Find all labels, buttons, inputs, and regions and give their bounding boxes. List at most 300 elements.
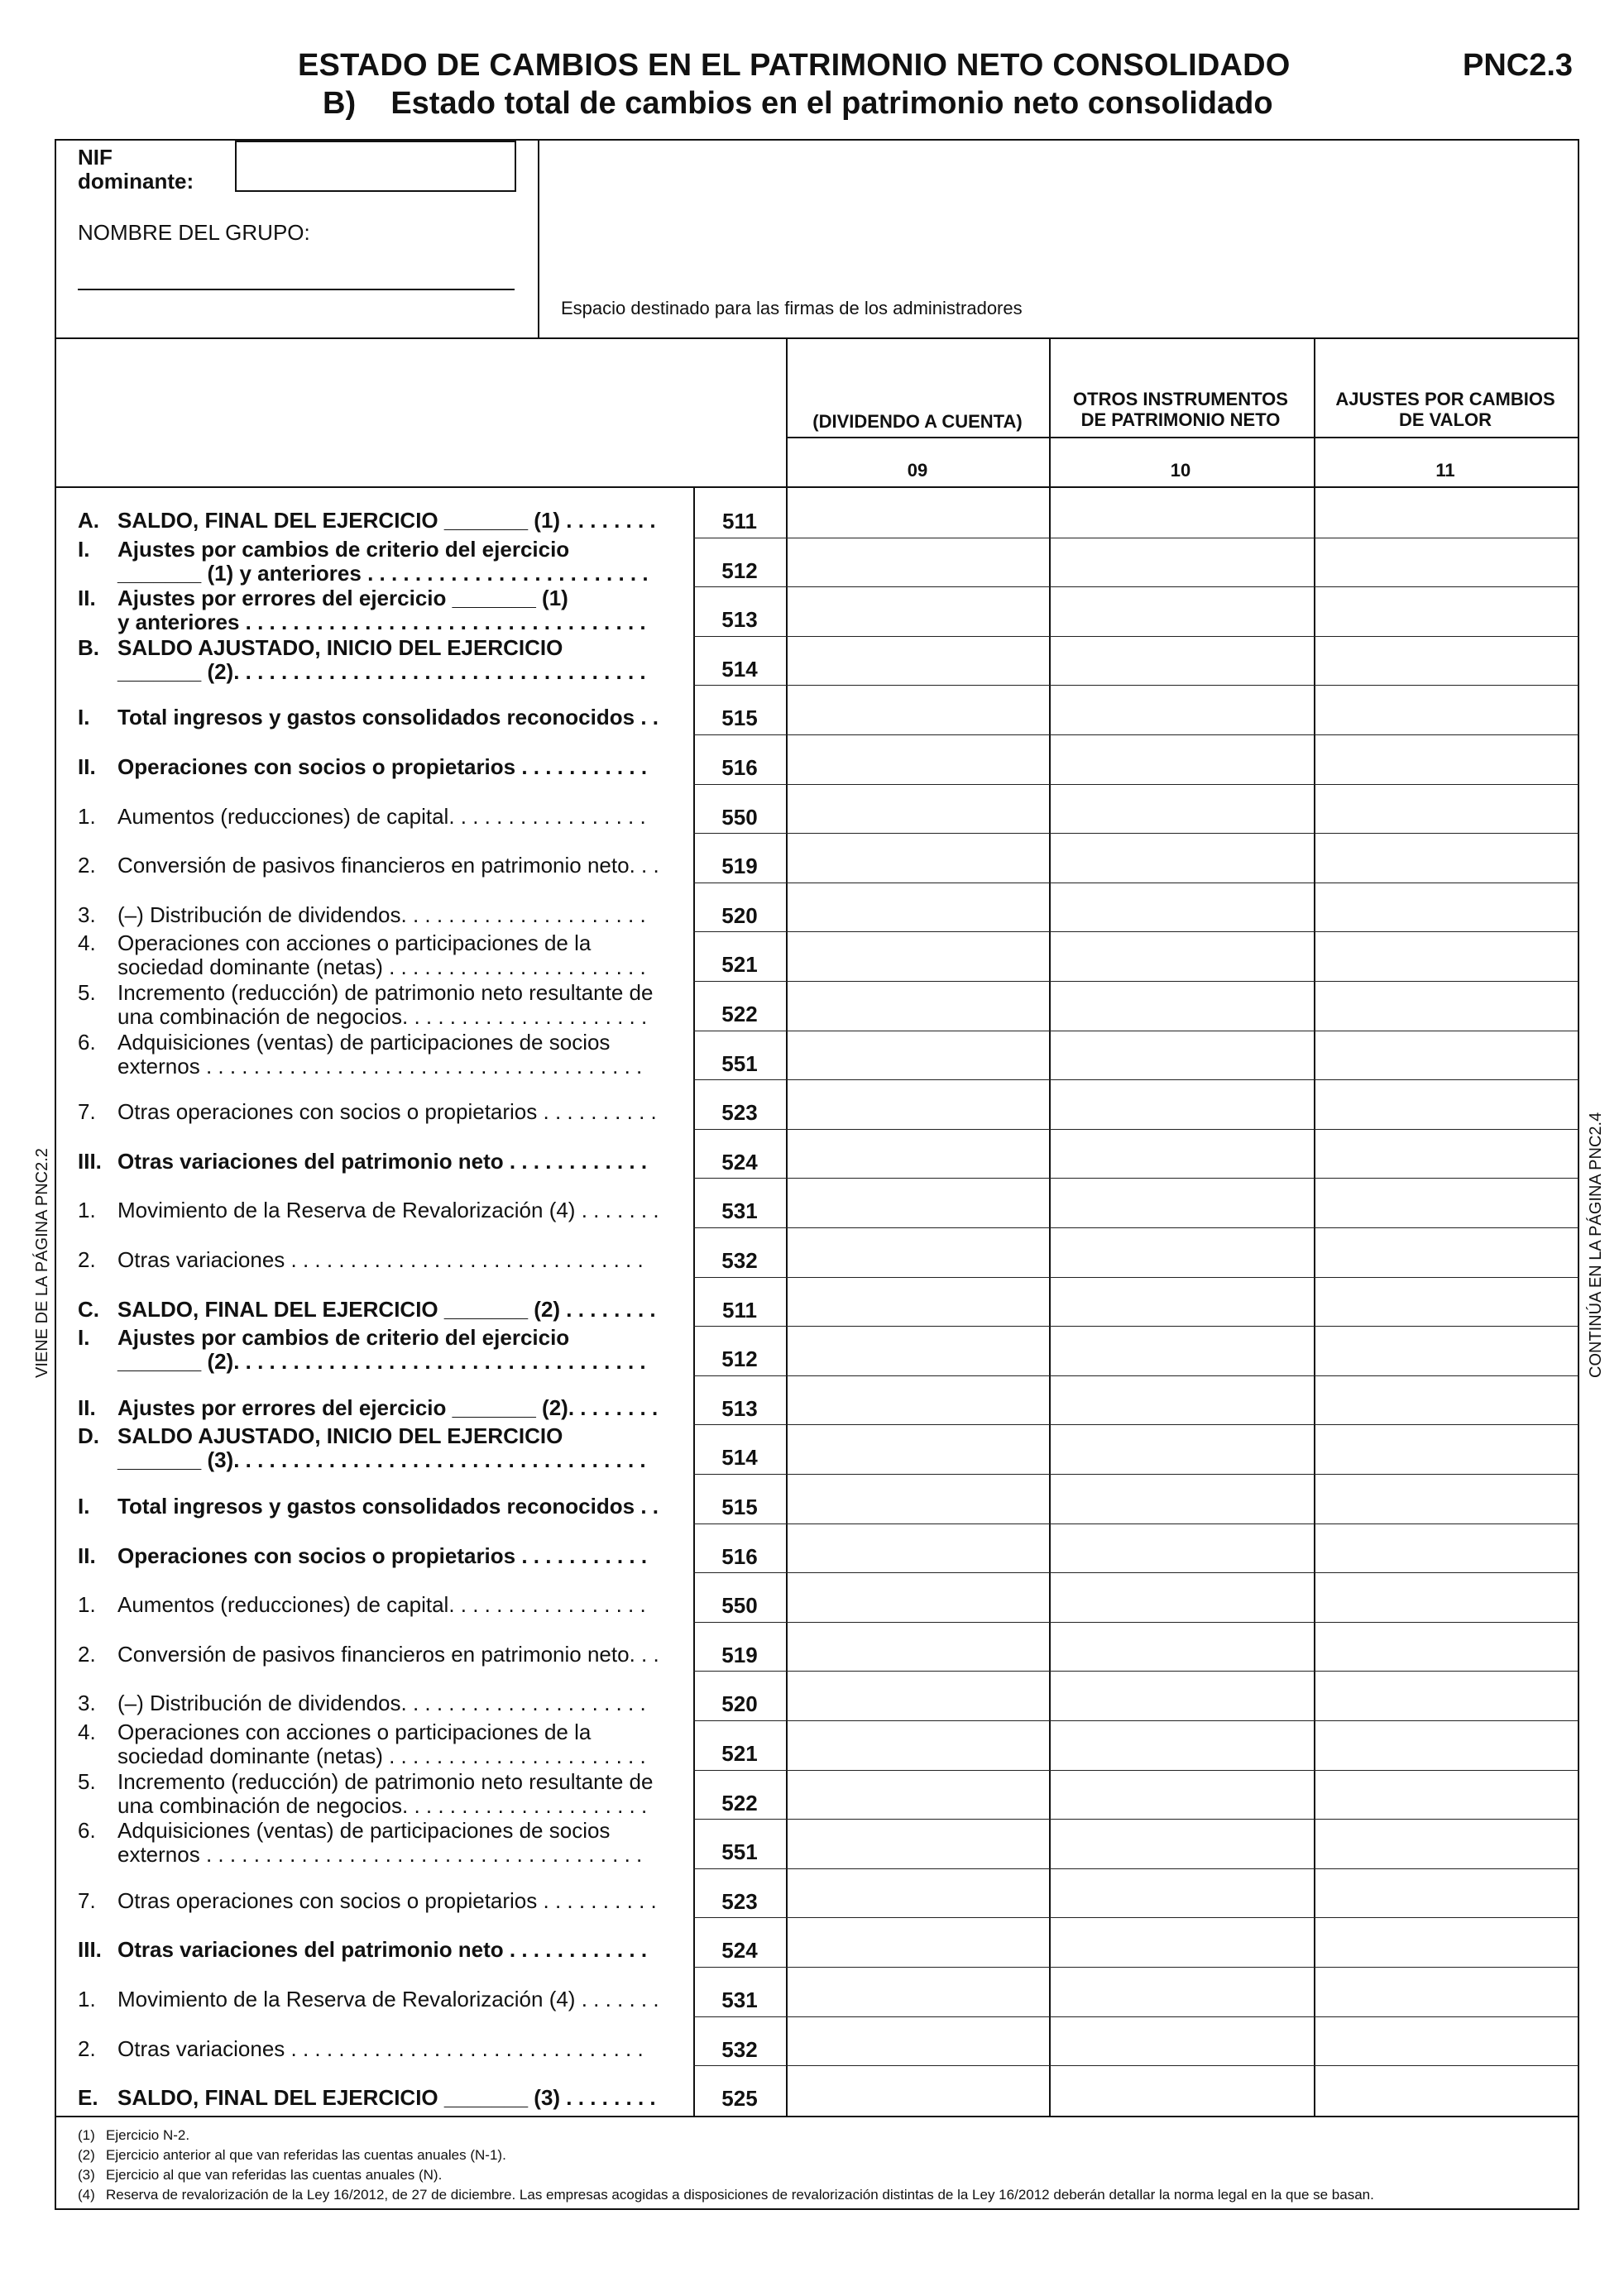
footnote-text: Reserva de revalorización de la Ley 16/2012, de 27 de diciembre. Las empresas acogidas a disposiciones de revalorización distintas de la Ley 16/2012 deberán detallar la norma legal en la que se basan. [106,2187,1374,2203]
amount-input-col-11[interactable] [1315,1869,1578,1917]
row-label-line1 [78,2037,644,2061]
amount-input-col-09[interactable] [788,834,1049,882]
row-label-line1 [78,755,647,779]
row-code: 519 [721,854,758,878]
table-row-label [78,854,659,878]
amount-input-col-10[interactable] [1051,1278,1314,1326]
amount-input-col-10[interactable] [1051,1130,1314,1178]
amount-input-col-11[interactable] [1315,2066,1578,2114]
row-code: 515 [721,706,758,730]
amount-input-col-09[interactable] [788,1425,1049,1473]
row-text: Operaciones con socios o propietarios . . . . . . . . . . . [117,754,648,779]
row-number: I. [78,705,90,729]
row-number: 7. [78,1099,96,1124]
amount-input-col-09[interactable] [788,686,1049,734]
nif-input[interactable] [235,141,516,192]
amount-input-col-10[interactable] [1051,1573,1314,1621]
table-row-label [78,1770,653,1818]
amount-input-col-09[interactable] [788,1228,1049,1276]
amount-input-col-10[interactable] [1051,1425,1314,1473]
amount-input-col-11[interactable] [1315,1573,1578,1621]
table-row-label [78,1396,658,1420]
amount-input-col-09[interactable] [788,735,1049,783]
table-row-label [78,1643,659,1667]
side-note-previous-page: VIENE DE LA PÁGINA PNC2.2 [33,1148,51,1378]
amount-input-col-11[interactable] [1315,489,1578,537]
row-code: 513 [721,1396,758,1421]
amount-input-col-11[interactable] [1315,1278,1578,1326]
amount-input-col-09[interactable] [788,1918,1049,1966]
amount-input-col-11[interactable] [1315,1376,1578,1424]
row-code: 522 [721,1791,758,1815]
amount-input-col-09[interactable] [788,538,1049,586]
row-label-line2: _______ (1) y anteriores . . . . . . . . . . . . . . . . . . . . . . . . [117,561,649,586]
row-text: Otras operaciones con socios o propietarios . . . . . . . . . . [117,1888,657,1913]
amount-input-col-10[interactable] [1051,1968,1314,2016]
table-row-label [78,1198,659,1222]
amount-input-col-09[interactable] [788,1376,1049,1424]
amount-input-col-09[interactable] [788,1672,1049,1720]
row-code: 524 [721,1938,758,1963]
row-label-line1 [78,1938,647,1962]
column-code: 11 [1435,460,1455,481]
amount-input-col-10[interactable] [1051,1080,1314,1128]
table-row-label [78,903,646,927]
row-label-line1 [78,1819,642,1843]
table-row-label [78,636,646,684]
table-row-label [78,1544,647,1568]
amount-input-col-09[interactable] [788,1130,1049,1178]
table-row-label [78,1495,659,1519]
amount-input-col-09[interactable] [788,1820,1049,1868]
row-number: 1. [78,1198,96,1222]
amount-input-col-10[interactable] [1051,834,1314,882]
row-text: Conversión de pasivos financieros en patrimonio neto. . . [117,853,659,878]
row-label-line1 [78,981,653,1005]
row-text: Ajustes por cambios de criterio del ejercicio [117,537,570,562]
row-label-line1 [78,1326,646,1350]
row-text: SALDO, FINAL DEL EJERCICIO _______ (3) . . . . . . . . [117,2085,656,2110]
row-number: 3. [78,902,96,927]
amount-input-col-09[interactable] [788,932,1049,980]
row-code: 520 [721,903,758,928]
table-row-label [78,586,646,634]
row-label-line1 [78,854,659,878]
amount-input-col-10[interactable] [1051,1771,1314,1819]
row-text: Ajustes por errores del ejercicio _______ (2). . . . . . . . [117,1395,659,1420]
row-number: D. [78,1423,99,1448]
table-row-label [78,1938,647,1962]
amount-input-col-10[interactable] [1051,1031,1314,1079]
row-text: Otras operaciones con socios o propietarios . . . . . . . . . . [117,1099,657,1124]
row-number: 6. [78,1030,96,1055]
amount-input-col-10[interactable] [1051,1179,1314,1227]
table-row-label [78,1424,646,1472]
amount-input-col-10[interactable] [1051,1672,1314,1720]
row-number: 5. [78,980,96,1005]
signature-area[interactable] [539,141,1578,289]
row-label-line1 [78,1770,653,1794]
amount-input-col-09[interactable] [788,637,1049,685]
notes-top-rule [55,2116,1579,2117]
amount-input-col-10[interactable] [1051,1524,1314,1572]
row-code: 516 [721,1544,758,1569]
amount-input-col-10[interactable] [1051,489,1314,537]
table-row-label [78,1326,646,1374]
row-code: 532 [721,1248,758,1273]
row-label-line1 [78,1987,659,2011]
row-label-line2: y anteriores . . . . . . . . . . . . . . . . . . . . . . . . . . . . . . . . . . [117,610,646,634]
footnote [78,2185,1374,2205]
row-label-line1 [78,1889,657,1913]
row-code: 523 [721,1889,758,1914]
row-label-line2: externos . . . . . . . . . . . . . . . . . . . . . . . . . . . . . . . . . . . . . [117,1054,643,1079]
row-code: 520 [721,1691,758,1716]
form-subtitle: B) Estado total de cambios en el patrimonio neto consolidado [323,86,1273,121]
amount-input-col-11[interactable] [1315,1918,1578,1966]
amount-input-col-10[interactable] [1051,2066,1314,2114]
amount-input-col-09[interactable] [788,1968,1049,2016]
row-number: 2. [78,2036,96,2061]
amount-input-col-11[interactable] [1315,1130,1578,1178]
row-label-line2: _______ (3). . . . . . . . . . . . . . . . . . . . . . . . . . . . . . . . . . . [117,1447,646,1472]
row-text: (–) Distribución de dividendos. . . . . . . . . . . . . . . . . . . . . [117,1691,646,1715]
signature-caption: Espacio destinado para las firmas de los administradores [561,298,1023,318]
amount-input-col-10[interactable] [1051,735,1314,783]
footnote [78,2165,1374,2185]
row-number: 4. [78,930,96,955]
amount-input-col-09[interactable] [788,1031,1049,1079]
amount-input-col-09[interactable] [788,883,1049,931]
amount-input-col-11[interactable] [1315,1820,1578,1868]
amount-input-col-10[interactable] [1051,637,1314,685]
row-number: II. [78,1395,96,1420]
row-number: 7. [78,1888,96,1913]
column-code: 09 [907,460,928,481]
amount-input-col-09[interactable] [788,1721,1049,1769]
row-text: Otras variaciones del patrimonio neto . . . . . . . . . . . . [117,1149,648,1174]
amount-input-col-10[interactable] [1051,686,1314,734]
row-code: 532 [721,2037,758,2062]
row-label-line1 [78,931,646,955]
amount-input-col-10[interactable] [1051,1869,1314,1917]
footnote [78,2126,1374,2145]
row-label-line1 [78,538,649,562]
row-number: 4. [78,1720,96,1744]
column-code: 10 [1170,460,1191,481]
row-text: Total ingresos y gastos consolidados reconocidos . . [117,1494,659,1519]
row-text: Conversión de pasivos financieros en patrimonio neto. . . [117,1642,659,1667]
row-label-line1 [78,1100,657,1124]
footnotes [78,2126,1374,2205]
row-label-line1 [78,1298,656,1322]
amount-input-col-10[interactable] [1051,883,1314,931]
table-row-label [78,1987,659,2011]
row-label-line1 [78,1691,646,1715]
footnote-text: Ejercicio anterior al que van referidas las cuentas anuales (N-1). [106,2147,506,2163]
row-label-line1 [78,706,659,729]
row-label-line2: una combinación de negocios. . . . . . . . . . . . . . . . . . . . . [117,1793,648,1818]
row-label-line1 [78,1593,646,1617]
amount-input-col-11[interactable] [1315,1968,1578,2016]
amount-input-col-10[interactable] [1051,982,1314,1030]
amount-input-col-09[interactable] [788,1623,1049,1671]
row-text: SALDO, FINAL DEL EJERCICIO _______ (2) . . . . . . . . [117,1297,656,1322]
row-label-line2: externos . . . . . . . . . . . . . . . . . . . . . . . . . . . . . . . . . . . . . [117,1842,643,1867]
row-number: 1. [78,1592,96,1617]
row-text: Otras variaciones del patrimonio neto . . . . . . . . . . . . [117,1937,648,1962]
row-label-line1 [78,1643,659,1667]
amount-input-col-09[interactable] [788,1573,1049,1621]
row-number: I. [78,537,90,562]
footnote-number: (1) [78,2127,95,2143]
amount-input-col-09[interactable] [788,1524,1049,1572]
row-code: 524 [721,1150,758,1174]
row-code: 514 [721,657,758,682]
amount-input-col-11[interactable] [1315,1031,1578,1079]
table-row-label [78,509,656,533]
table-row-label [78,1691,646,1715]
row-number: 2. [78,1247,96,1272]
amount-input-col-09[interactable] [788,1179,1049,1227]
row-label-line1 [78,1198,659,1222]
row-code: 550 [721,1593,758,1618]
footnote-number: (2) [78,2147,95,2163]
row-code: 519 [721,1643,758,1667]
footnote-number: (3) [78,2167,95,2183]
row-label-line1 [78,586,646,610]
amount-input-col-10[interactable] [1051,785,1314,833]
amount-input-col-10[interactable] [1051,1228,1314,1276]
amount-input-col-11[interactable] [1315,982,1578,1030]
amount-input-col-10[interactable] [1051,1376,1314,1424]
amount-input-col-11[interactable] [1315,1475,1578,1523]
row-label-line1 [78,1424,646,1448]
row-label-line2: una combinación de negocios. . . . . . . . . . . . . . . . . . . . . [117,1004,648,1029]
row-number: III. [78,1937,102,1962]
amount-input-col-10[interactable] [1051,1721,1314,1769]
amount-input-col-11[interactable] [1315,932,1578,980]
amount-input-col-10[interactable] [1051,1475,1314,1523]
row-label-line1 [78,805,646,829]
row-label-line1 [78,509,656,533]
amount-input-col-11[interactable] [1315,1425,1578,1473]
row-text: Operaciones con socios o propietarios . . . . . . . . . . . [117,1543,648,1568]
amount-input-col-10[interactable] [1051,1623,1314,1671]
side-note-next-page: CONTINÚA EN LA PÁGINA PNC2.4 [1587,1112,1605,1378]
table-row-label [78,1100,657,1124]
row-code: 521 [721,952,758,977]
row-number: I. [78,1494,90,1519]
footnote-text: Ejercicio N-2. [106,2127,190,2143]
table-row-label [78,931,646,979]
nif-label-line1: NIF [78,145,113,170]
row-label-line2: sociedad dominante (netas) . . . . . . . . . . . . . . . . . . . . . . [117,954,646,979]
amount-input-col-09[interactable] [788,1327,1049,1375]
row-code: 515 [721,1495,758,1519]
row-text: Operaciones con acciones o participaciones de la [117,930,592,955]
row-text: Operaciones con acciones o participaciones de la [117,1720,592,1744]
row-code: 551 [721,1839,758,1864]
table-row-label [78,2086,656,2110]
row-number: 6. [78,1818,96,1843]
row-label-line2: _______ (2). . . . . . . . . . . . . . . . . . . . . . . . . . . . . . . . . . . [117,1349,646,1374]
amount-input-col-09[interactable] [788,1771,1049,1819]
amount-input-col-10[interactable] [1051,1327,1314,1375]
row-text: Total ingresos y gastos consolidados reconocidos . . [117,705,659,729]
table-row-label [78,538,649,586]
row-number: I. [78,1325,90,1350]
row-code: 531 [721,1198,758,1223]
amount-input-col-10[interactable] [1051,932,1314,980]
footnote-text: Ejercicio al que van referidas las cuentas anuales (N). [106,2167,443,2183]
row-text: Movimiento de la Reserva de Revalorización (4) . . . . . . . [117,1987,659,2011]
amount-input-col-10[interactable] [1051,538,1314,586]
header-bottom-rule [55,486,1579,488]
row-text: Movimiento de la Reserva de Revalorización (4) . . . . . . . [117,1198,659,1222]
row-text: SALDO AJUSTADO, INICIO DEL EJERCICIO [117,635,563,660]
amount-input-col-11[interactable] [1315,686,1578,734]
amount-input-col-11[interactable] [1315,1327,1578,1375]
amount-input-col-11[interactable] [1315,1080,1578,1128]
row-text: Incremento (reducción) de patrimonio neto resultante de [117,980,654,1005]
table-row-label [78,1720,646,1768]
amount-input-col-09[interactable] [788,2017,1049,2065]
row-code: 512 [721,558,758,583]
row-label-line1 [78,1495,659,1519]
row-text: Ajustes por errores del ejercicio _______ (1) [117,586,568,610]
amount-input-col-11[interactable] [1315,883,1578,931]
group-name-label: NOMBRE DEL GRUPO: [78,220,310,245]
row-code: 551 [721,1051,758,1076]
row-text: Ajustes por cambios de criterio del ejercicio [117,1325,570,1350]
identification-bottom-rule [55,337,1579,339]
amount-input-col-11[interactable] [1315,1721,1578,1769]
row-number: A. [78,508,99,533]
row-label-line1 [78,1031,642,1055]
row-label-line1 [78,1544,647,1568]
row-code: 525 [721,2086,758,2111]
row-text: Otras variaciones . . . . . . . . . . . . . . . . . . . . . . . . . . . . . . [117,2036,644,2061]
amount-input-col-10[interactable] [1051,2017,1314,2065]
table-row-label [78,1150,647,1174]
amount-input-col-11[interactable] [1315,735,1578,783]
table-row-label [78,805,646,829]
column-code-rule [786,437,1579,438]
amount-input-col-11[interactable] [1315,1623,1578,1671]
row-code: 512 [721,1347,758,1371]
row-text: Aumentos (reducciones) de capital. . . . . . . . . . . . . . . . . [117,1592,646,1617]
row-label-line1 [78,2086,656,2110]
row-number: II. [78,586,96,610]
footnote [78,2145,1374,2165]
amount-input-col-09[interactable] [788,785,1049,833]
amount-input-col-11[interactable] [1315,1524,1578,1572]
row-label-line1 [78,636,646,660]
row-number: 3. [78,1691,96,1715]
amount-input-col-11[interactable] [1315,785,1578,833]
amount-input-col-09[interactable] [788,1278,1049,1326]
row-code: 522 [721,1002,758,1026]
row-label-line1 [78,1720,646,1744]
row-code: 511 [722,509,757,533]
group-name-input[interactable] [78,289,515,290]
amount-input-col-11[interactable] [1315,1228,1578,1276]
row-code: 523 [721,1100,758,1125]
row-number: C. [78,1297,99,1322]
table-row-label [78,1248,644,1272]
amount-input-col-09[interactable] [788,2066,1049,2114]
table-row-label [78,1298,656,1322]
column-header: (DIVIDENDO A CUENTA) [812,411,1023,432]
row-label-line2: sociedad dominante (netas) . . . . . . . . . . . . . . . . . . . . . . [117,1744,646,1768]
row-code: 531 [721,1987,758,2012]
row-code: 514 [721,1445,758,1470]
page-code: PNC2.3 [1463,48,1574,83]
amount-input-col-10[interactable] [1051,1918,1314,1966]
column-header: OTROS INSTRUMENTOS DE PATRIMONIO NETO [1073,389,1288,430]
amount-input-col-09[interactable] [788,1869,1049,1917]
row-text: Otras variaciones . . . . . . . . . . . . . . . . . . . . . . . . . . . . . . [117,1247,644,1272]
row-number: B. [78,635,99,660]
row-text: (–) Distribución de dividendos. . . . . . . . . . . . . . . . . . . . . [117,902,646,927]
row-number: II. [78,1543,96,1568]
amount-input-col-11[interactable] [1315,1179,1578,1227]
amount-input-col-10[interactable] [1051,587,1314,635]
row-text: Adquisiciones (ventas) de participaciones de socios [117,1030,611,1055]
row-text: Adquisiciones (ventas) de participaciones de socios [117,1818,611,1843]
amount-input-col-11[interactable] [1315,2017,1578,2065]
row-number: 1. [78,1987,96,2011]
table-row-label [78,1593,646,1617]
row-code: 550 [721,805,758,830]
amount-input-col-10[interactable] [1051,1820,1314,1868]
row-text: Aumentos (reducciones) de capital. . . . . . . . . . . . . . . . . [117,804,646,829]
table-row-label [78,706,659,729]
row-label-line1 [78,903,646,927]
amount-input-col-11[interactable] [1315,1771,1578,1819]
row-text: SALDO, FINAL DEL EJERCICIO _______ (1) . . . . . . . . [117,508,656,533]
amount-input-col-09[interactable] [788,1080,1049,1128]
row-label-line1 [78,1150,647,1174]
amount-input-col-09[interactable] [788,587,1049,635]
amount-input-col-09[interactable] [788,982,1049,1030]
row-code: 521 [721,1741,758,1766]
row-number: E. [78,2085,98,2110]
row-number: 2. [78,853,96,878]
row-number: 2. [78,1642,96,1667]
amount-input-col-09[interactable] [788,489,1049,537]
amount-input-col-11[interactable] [1315,1672,1578,1720]
amount-input-col-11[interactable] [1315,834,1578,882]
amount-input-col-11[interactable] [1315,637,1578,685]
column-header: AJUSTES POR CAMBIOS DE VALOR [1335,389,1555,430]
amount-input-col-11[interactable] [1315,538,1578,586]
table-row-label [78,1819,642,1867]
table-row-label [78,755,647,779]
row-text: SALDO AJUSTADO, INICIO DEL EJERCICIO [117,1423,563,1448]
row-label-line2: _______ (2). . . . . . . . . . . . . . . . . . . . . . . . . . . . . . . . . . . [117,659,646,684]
row-code: 511 [722,1298,757,1323]
row-number: II. [78,754,96,779]
table-row-label [78,1031,642,1079]
row-number: III. [78,1149,102,1174]
amount-input-col-11[interactable] [1315,587,1578,635]
row-label-line1 [78,1248,644,1272]
row-label-line1 [78,1396,658,1420]
row-code: 513 [721,607,758,632]
amount-input-col-09[interactable] [788,1475,1049,1523]
